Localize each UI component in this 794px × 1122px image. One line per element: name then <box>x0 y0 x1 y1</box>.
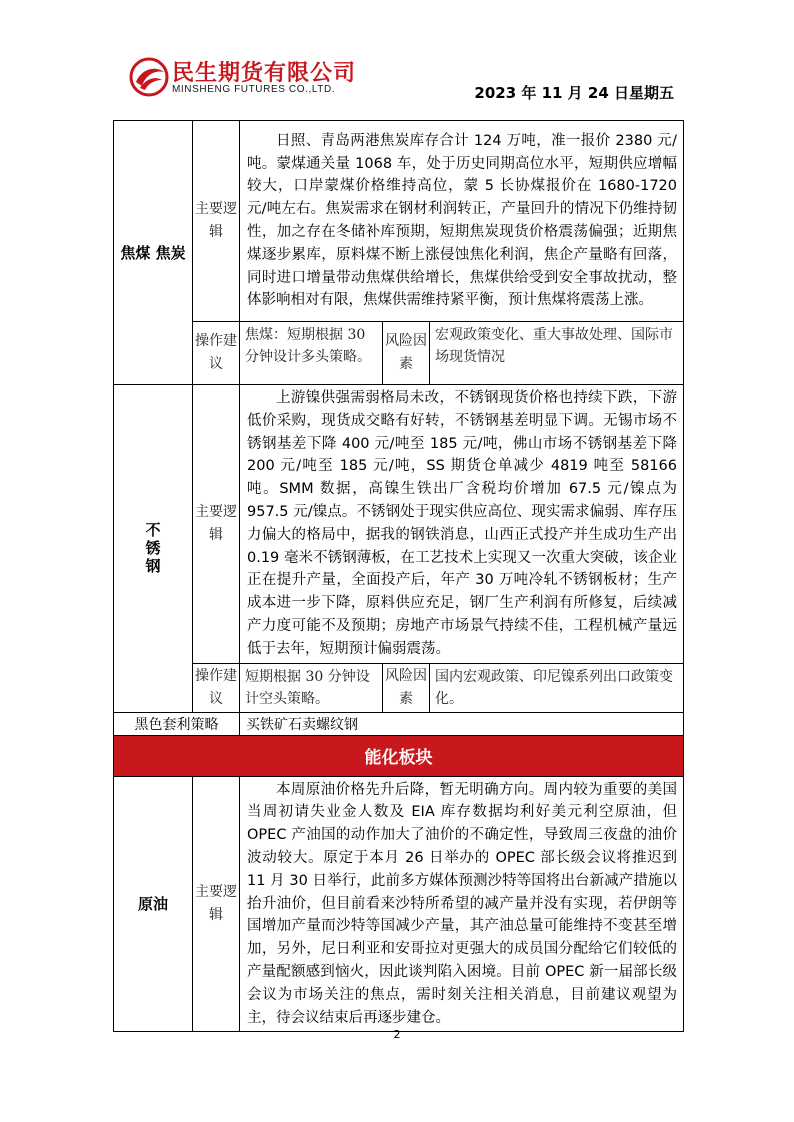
coke-logic-text: 日照、青岛两港焦炭库存合计 124 万吨，准一报价 2380 元/吨。蒙煤通关量 1068 车，处于历史同期高位水平，短期供应增幅较大，口岸蒙煤价格维持高位，蒙 5 长协煤报价在 1680-1720 元/吨左右。焦炭需求在钢材利润转正，产量回升的情况下仍维持韧性，加之存在冬储补库预期，短期焦炭现货价格震荡偏强；近期焦煤逐步累库，原料煤不断上涨侵蚀焦化利润，焦企产量略有回落，同时进口增量带动焦煤供给增长，焦煤供给受到安全事故扰动，整体影响相对有限，焦煤供需维持紧平衡，预计焦煤将震荡上涨。 <box>240 121 684 322</box>
company-name-cn: 民生期货有限公司 <box>172 61 357 86</box>
logic-label: 主要逻辑 <box>193 385 240 664</box>
table-row-coke-operation <box>114 322 684 385</box>
minsheng-logo-icon <box>128 56 170 98</box>
risk-label: 风险因素 <box>383 322 430 385</box>
company-name-en: MINSHENG FUTURES CO.,LTD. <box>172 84 336 95</box>
risk-label: 风险因素 <box>383 663 430 712</box>
stainless-operation-text: 短期根据 30 分钟设计空头策略。 <box>240 663 383 712</box>
arbitrage-value: 买铁矿石卖螺纹钢 <box>240 712 684 735</box>
report-date: 2023 年 11 月 24 日星期五 <box>474 84 674 102</box>
stainless-logic-text: 上游镍供强需弱格局未改，不锈钢现货价格也持续下跌，下游低价采购，现货成交略有好转，不锈钢基差明显下调。无锡市场不锈钢基差下降 400 元/吨至 185 元/吨，佛山市场不锈钢基差下降 200 元/吨至 185 元/吨，SS 期货仓单减少 4819 吨至 58166 吨。SMM 数据，高镍生铁出厂含税均价增加 67.5 元/镍点为 957.5 元/镍点。不锈钢处于现实供应高位、现实需求偏弱、库存压力偏大的格局中，据我的钢铁消息，山西正式投产并生成功生产出 0.19 毫米不锈钢薄板，在工艺技术上实现又一次重大突破，该企业正在提升产量，全面投产后，年产 30 万吨冷轧不锈钢板材；生产成本进一步下降，原料供应充足，钢厂生产利润有所修复，后续减产力度可能不及预期；房地产市场景气持续不佳，工程机械产量远低于去年，短期预计偏弱震荡。 <box>240 385 684 664</box>
table-row-section <box>114 735 684 776</box>
page-number: 2 <box>393 1028 401 1041</box>
crude-logic-text: 本周原油价格先升后降，暂无明确方向。周内较为重要的美国当周初请失业金人数及 EIA 库存数据均利好美元利空原油，但 OPEC 产油国的动作加大了油价的不确定性，导致周三夜盘的油价波动较大。原定于本月 26 日举办的 OPEC 部长级会议将推迟到 11 月 30 日举行，此前多方媒体预测沙特等国将出台新减产措施以抬升油价，但目前看来沙特所希望的减产量并没有实现，若伊朗等国增加产量而沙特等国减少产量，其产油总量可能维持不变甚至增加，另外，尼日利亚和安哥拉对更强大的成员国分配给它们较低的产量配额感到恼火，因此谈判陷入困境。目前 OPEC 新一届部长级会议为市场关注的焦点，需时刻关注相关消息，目前建议观望为主，待会议结束后再逐步建仓。 <box>240 776 684 1032</box>
section-title: 能化板块 <box>114 735 684 776</box>
operation-label: 操作建议 <box>193 663 240 712</box>
table-row-crude-logic <box>114 776 684 1032</box>
table-row-coke-logic <box>114 121 684 322</box>
stainless-risk-text: 国内宏观政策、印尼镍系列出口政策变化。 <box>430 663 684 712</box>
category-crude: 原油 <box>114 776 193 1032</box>
coke-operation-text: 焦煤：短期根据 30 分钟设计多头策略。 <box>240 322 383 385</box>
category-stainless: 不锈钢 <box>114 385 193 713</box>
logic-label: 主要逻辑 <box>193 121 240 322</box>
table-row-arbitrage <box>114 712 684 735</box>
arbitrage-label: 黑色套利策略 <box>114 712 240 735</box>
category-coke: 焦煤 焦炭 <box>114 121 193 385</box>
company-logo <box>128 56 368 102</box>
page-header <box>0 0 794 110</box>
table-row-stainless-operation <box>114 663 684 712</box>
strategy-table <box>113 120 684 1032</box>
table-row-stainless-logic <box>114 385 684 664</box>
logic-label: 主要逻辑 <box>193 776 240 1032</box>
coke-risk-text: 宏观政策变化、重大事故处理、国际市场现货情况 <box>430 322 684 385</box>
operation-label: 操作建议 <box>193 322 240 385</box>
